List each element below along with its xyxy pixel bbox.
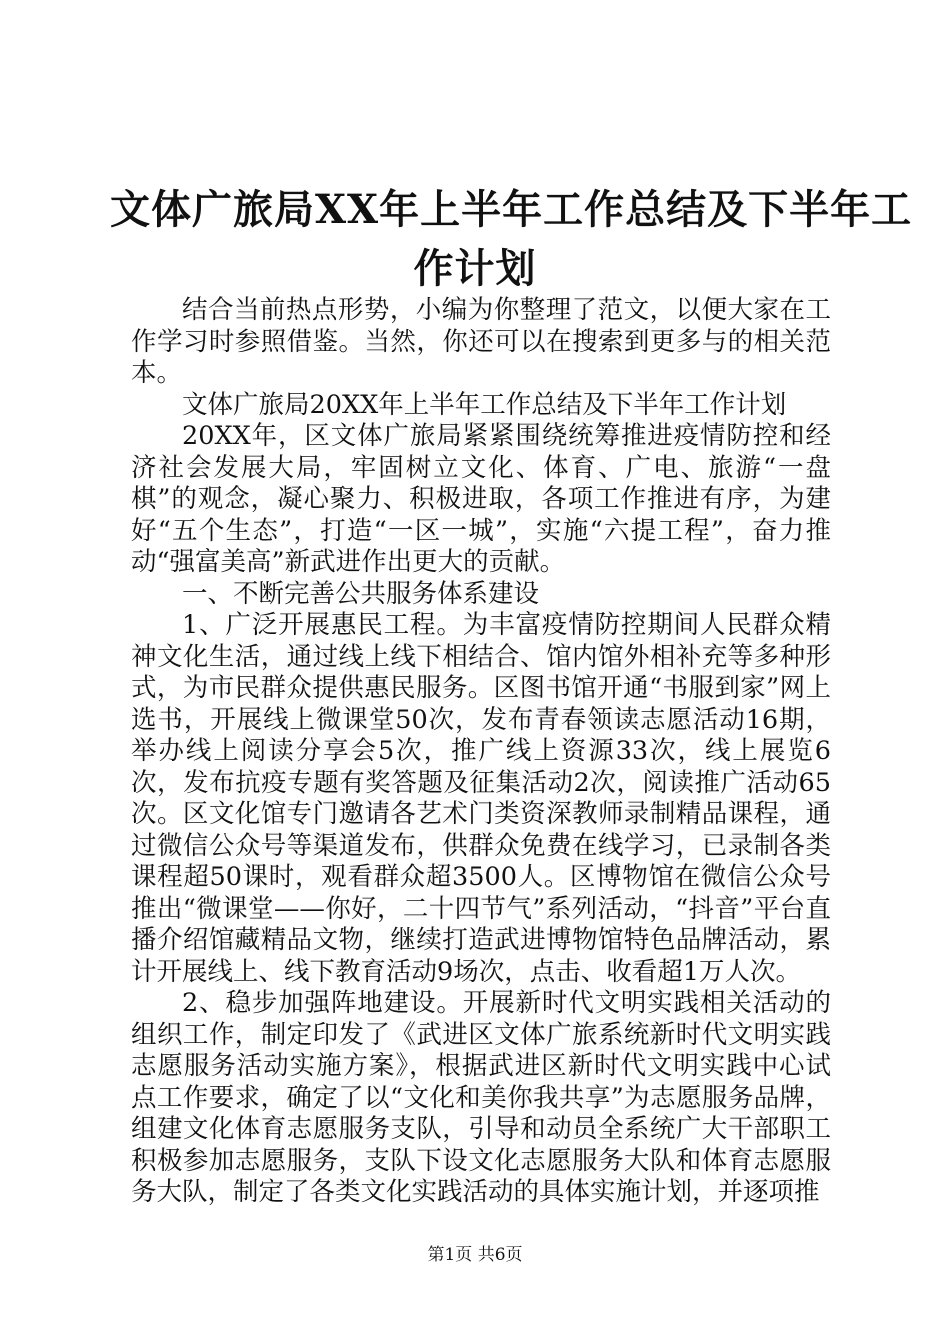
subtitle-paragraph: 文体广旅局20XX年上半年工作总结及下半年工作计划 (182, 389, 787, 420)
item-2-paragraph: 2、稳步加强阵地建设。开展新时代文明实践相关活动的组织工作，制定印发了《武进区文体广旅系统新时代文明实践志愿服务活动实施方案》，根据武进区新时代文明实践中心试点工作要求，确定了以“文化和美你我共享”为志愿服务品牌，组建文化体育志愿服务支队，引导和动员全系统广大干部职工积极参加志愿服务，支队下设文化志愿服务大队和体育志愿服务大队，制定了各类文化实践活动的具体实施计划，并逐项推 (131, 988, 831, 1207)
page-footer: 第1页 共6页 (427, 1245, 523, 1265)
intro-paragraph: 结合当前热点形势，小编为你整理了范文，以便大家在工作学习时参照借鉴。当然，你还可以在搜索到更多与的相关范本。 (131, 295, 831, 388)
document-body (131, 295, 831, 1209)
overview-paragraph: 20XX年，区文体广旅局紧紧围绕统筹推进疫情防控和经济社会发展大局，牢固树立文化、体育、广电、旅游“一盘棋”的观念，凝心聚力、积极进取，各项工作推进有序，为建好“五个生态”，打造“一区一城”，实施“六提工程”，奋力推动“强富美高”新武进作出更大的贡献。 (131, 421, 831, 577)
document-title-line-1: 文体广旅局XX年上半年工作总结及下半年工 (110, 186, 913, 233)
item-1-paragraph: 1、广泛开展惠民工程。为丰富疫情防控期间人民群众精神文化生活，通过线上线下相结合、馆内馆外相补充等多种形式，为市民群众提供惠民服务。区图书馆开通“书服到家”网上选书，开展线上微课堂50次，发布青春领读志愿活动16期，举办线上阅读分享会5次，推广线上资源33次，线上展览6次，发布抗疫专题有奖答题及征集活动2次，阅读推广活动65次。区文化馆专门邀请各艺术门类资深教师录制精品课程，通过微信公众号等渠道发布，供群众免费在线学习，已录制各类课程超50课时，观看群众超3500人。区博物馆在微信公众号推出“微课堂——你好，二十四节气”系列活动，“抖音”平台直播介绍馆藏精品文物，继续打造武进博物馆特色品牌活动，累计开展线上、线下教育活动9场次，点击、收看超1万人次。 (131, 610, 831, 987)
document-title-line-2: 作计划 (413, 245, 537, 292)
section-heading: 一、不断完善公共服务体系建设 (182, 578, 540, 609)
